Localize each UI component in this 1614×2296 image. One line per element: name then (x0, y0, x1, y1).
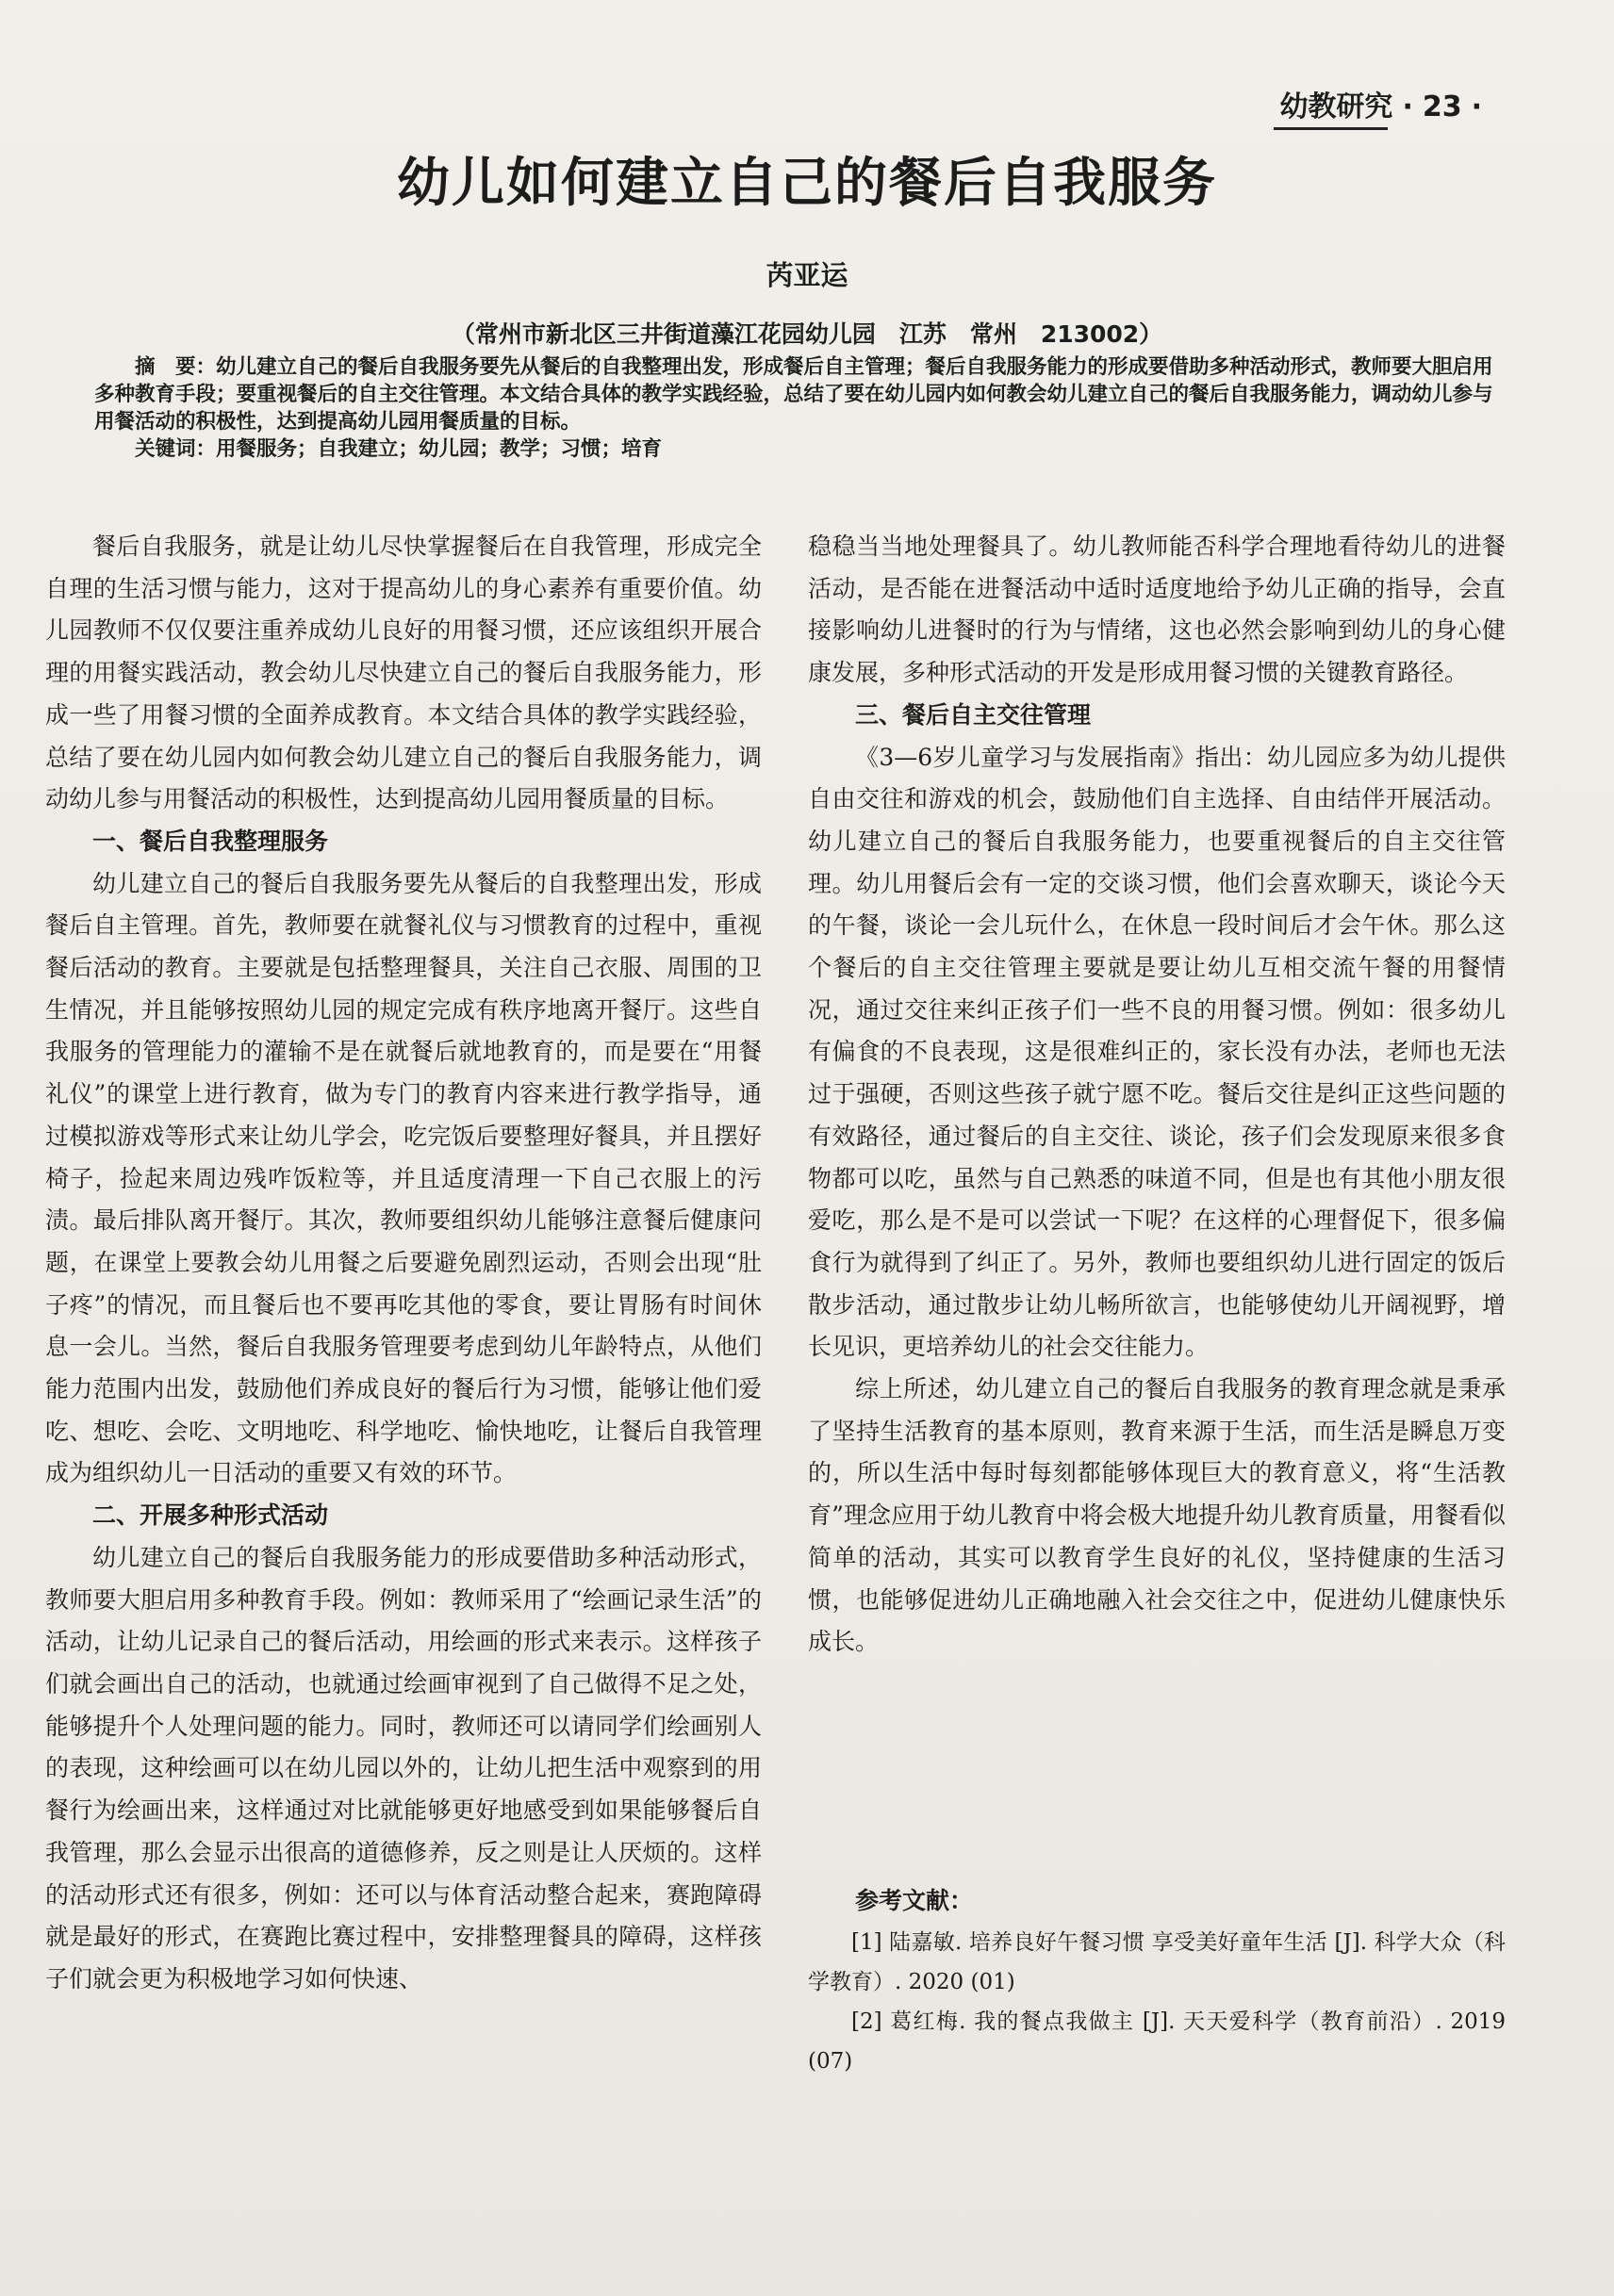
running-header (1279, 83, 1491, 124)
separator-dot: · (1402, 90, 1413, 123)
reference-item: [1] 陆嘉敏. 培养良好午餐习惯 享受美好童年生活 [J]. 科学大众（科学教育）. 2020 (01) (808, 1929, 1506, 1994)
section-2-paragraph: 幼儿建立自己的餐后自我服务能力的形成要借助多种活动形式，教师要大胆启用多种教育手段。例如：教师采用了“绘画记录生活”的活动，让幼儿记录自己的餐后活动，用绘画的形式来表示。这样孩子们就会画出自己的活动，也就通过绘画审视到了自己做得不足之处，能够提升个人处理问题的能力。同时，教师还可以请同学们绘画别人的表现，这种绘画可以在幼儿园以外的，让幼儿把生活中观察到的用餐行为绘画出来，这样通过对比就能够更好地感受到如果能够餐后自我管理，那么会显示出很高的道德修养，反之则是让人厌烦的。这样的活动形式还有很多，例如：还可以与体育活动整合起来，赛跑障碍就是最好的形式，在赛跑比赛过程中，安排整理餐具的障碍，这样孩子们就会更为积极地学习如何快速、 (45, 1543, 762, 1993)
references-heading: 参考文献： (855, 1886, 974, 1914)
section-heading-1: 一、餐后自我整理服务 (92, 827, 329, 855)
intro-paragraph: 餐后自我服务，就是让幼儿尽快掌握餐后在自我管理，形成完全自理的生活习惯与能力，这对于提高幼儿的身心素养有重要价值。幼儿园教师不仅仅要注重养成幼儿良好的用餐习惯，还应该组织开展合理的用餐实践活动，教会幼儿尽快建立自己的餐后自我服务能力，形成一些了用餐习惯的全面养成教育。本文结合具体的教学实践经验，总结了要在幼儿园内如何教会幼儿建立自己的餐后自我服务能力，调动幼儿参与用餐活动的积极性，达到提高幼儿园用餐质量的目标。 (45, 533, 762, 813)
header-rule (1274, 127, 1388, 130)
abstract-label: 摘 要： (135, 355, 217, 379)
abstract-block (94, 353, 1508, 463)
section-3-paragraph: 《3—6岁儿童学习与发展指南》指出：幼儿园应多为幼儿提供自由交往和游戏的机会，鼓励他们自主选择、自由结伴开展活动。幼儿建立自己的餐后自我服务能力，也要重视餐后的自主交往管理。幼儿用餐后会有一定的交谈习惯，他们会喜欢聊天，谈论今天的午餐，谈论一会儿玩什么，在休息一段时间后才会午休。那么这个餐后的自主交往管理主要就是要让幼儿互相交流午餐的用餐情况，通过交往来纠正孩子们一些不良的用餐习惯。例如：很多幼儿有偏食的不良表现，这是很难纠正的，家长没有办法，老师也无法过于强硬，否则这些孩子就宁愿不吃。餐后交往是纠正这些问题的有效路径，通过餐后的自主交往、谈论，孩子们会发现原来很多食物都可以吃，虽然与自己熟悉的味道不同，但是也有其他小朋友很爱吃，那么是不是可以尝试一下呢？在这样的心理督促下，很多偏食行为就得到了纠正了。另外，教师也要组织幼儿进行固定的饭后散步活动，通过散步让幼儿畅所欲言，也能够使幼儿开阔视野，增长见识，更培养幼儿的社会交往能力。 (808, 743, 1506, 1361)
section-name: 幼教研究 (1279, 90, 1393, 123)
continued-paragraph: 稳稳当当地处理餐具了。幼儿教师能否科学合理地看待幼儿的进餐活动，是否能在进餐活动中适时适度地给予幼儿正确的指导，会直接影响幼儿进餐时的行为与情绪，这也必然会影响到幼儿的身心健康发展，多种形式活动的开发是形成用餐习惯的关键教育路径。 (808, 533, 1506, 687)
page-number: 23 (1422, 90, 1462, 123)
section-heading-2: 二、开展多种形式活动 (92, 1501, 329, 1530)
abstract-text: 幼儿建立自己的餐后自我服务要先从餐后的自我整理出发，形成餐后自主管理；餐后自我服务能力的形成要借助多种活动形式，教师要大胆启用多种教育手段；要重视餐后的自主交往管理。本文结合具体的教学实践经验，总结了要在幼儿园内如何教会幼儿建立自己的餐后自我服务能力，调动幼儿参与用餐活动的积极性，达到提高幼儿园用餐质量的目标。 (94, 355, 1493, 434)
article-title: 幼儿如何建立自己的餐后自我服务 (397, 153, 1217, 214)
left-column (45, 526, 762, 2001)
abstract-paragraph (94, 353, 1508, 435)
right-column (808, 526, 1506, 2081)
keywords-paragraph (94, 435, 1508, 463)
keywords-text: 用餐服务；自我建立；幼儿园；教学；习惯；培育 (216, 437, 663, 461)
section-1-paragraph: 幼儿建立自己的餐后自我服务要先从餐后的自我整理出发，形成餐后自主管理。首先，教师要在就餐礼仪与习惯教育的过程中，重视餐后活动的教育。主要就是包括整理餐具，关注自己衣服、周围的卫生情况，并且能够按照幼儿园的规定完成有秩序地离开餐厅。这些自我服务的管理能力的灌输不是在就餐后就地教育的，而是要在“用餐礼仪”的课堂上进行教育，做为专门的教育内容来进行教学指导，通过模拟游戏等形式来让幼儿学会，吃完饭后要整理好餐具，并且摆好椅子，捡起来周边残咋饭粒等，并且适度清理一下自己衣服上的污渍。最后排队离开餐厅。其次，教师要组织幼儿能够注意餐后健康问题，在课堂上要教会幼儿用餐之后要避免剧烈运动，否则会出现“肚子疼”的情况，而且餐后也不要再吃其他的零食，要让胃肠有时间休息一会儿。当然，餐后自我服务管理要考虑到幼儿年龄特点，从他们能力范围内出发，鼓励他们养成良好的餐后行为习惯，能够让他们爱吃、想吃、会吃、文明地吃、科学地吃、愉快地吃，让餐后自我管理成为组织幼儿一日活动的重要又有效的环节。 (45, 869, 762, 1487)
conclusion-paragraph: 综上所述，幼儿建立自己的餐后自我服务的教育理念就是秉承了坚持生活教育的基本原则，教育来源于生活，而生活是瞬息万变的，所以生活中每时每刻都能够体现巨大的教育意义，将“生活教育”理念应用于幼儿教育中将会极大地提升幼儿教育质量，用餐看似简单的活动，其实可以教育学生良好的礼仪，坚持健康的生活习惯，也能够促进幼儿正确地融入社会交往之中，促进幼儿健康快乐成长。 (808, 1375, 1506, 1656)
section-heading-3: 三、餐后自主交往管理 (855, 700, 1092, 729)
author-name: 芮亚运 (766, 259, 848, 291)
reference-item: [2] 葛红梅. 我的餐点我做主 [J]. 天天爱科学（教育前沿）. 2019 (07) (808, 2009, 1506, 2074)
separator-dot: · (1471, 90, 1482, 123)
keywords-label: 关键词： (135, 437, 217, 461)
author-affiliation: （常州市新北区三井街道藻江花园幼儿园 江苏 常州 213002） (451, 320, 1163, 348)
